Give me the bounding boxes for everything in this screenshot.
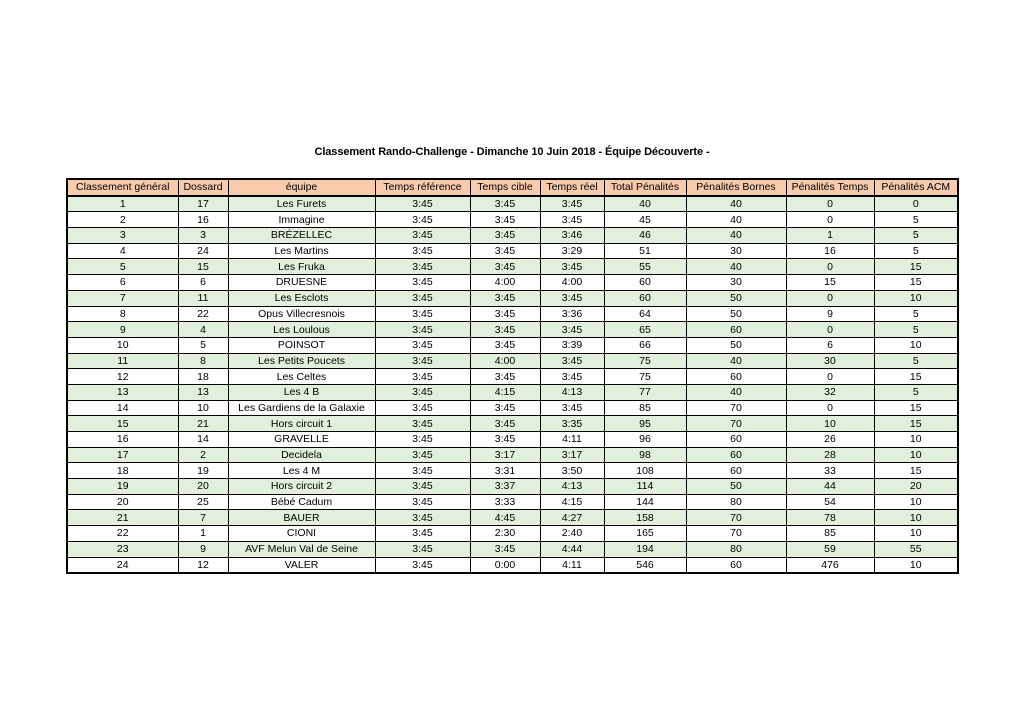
cell-penalites-temps: 0 (786, 290, 874, 306)
document-title: Classement Rando-Challenge - Dimanche 10 Juin 2018 - Équipe Découverte - (314, 146, 710, 158)
cell-penalites-bornes: 40 (686, 212, 786, 228)
cell-dossard: 2 (178, 447, 228, 463)
cell-equipe: Les Celtes (228, 369, 375, 385)
cell-penalites-temps: 85 (786, 526, 874, 542)
cell-total-penalites: 55 (604, 259, 686, 275)
cell-equipe: POINSOT (228, 337, 375, 353)
table-row (67, 526, 958, 542)
cell-penalites-temps: 44 (786, 479, 874, 495)
cell-equipe: Les 4 B (228, 384, 375, 400)
cell-penalites-temps: 33 (786, 463, 874, 479)
cell-temps-reference: 3:45 (375, 243, 470, 259)
cell-classement: 17 (67, 447, 178, 463)
cell-penalites-acm: 10 (874, 447, 958, 463)
cell-temps-cible: 3:17 (470, 447, 540, 463)
cell-dossard: 8 (178, 353, 228, 369)
table-row (67, 353, 958, 369)
cell-equipe: Les Gardiens de la Galaxie (228, 400, 375, 416)
cell-equipe: Les Esclots (228, 290, 375, 306)
cell-total-penalites: 77 (604, 384, 686, 400)
cell-equipe: VALER (228, 557, 375, 573)
cell-penalites-bornes: 30 (686, 275, 786, 291)
cell-temps-reel: 4:11 (540, 557, 604, 573)
cell-total-penalites: 75 (604, 353, 686, 369)
cell-penalites-bornes: 60 (686, 322, 786, 338)
cell-classement: 11 (67, 353, 178, 369)
cell-temps-reel: 3:45 (540, 259, 604, 275)
cell-classement: 21 (67, 510, 178, 526)
cell-penalites-acm: 5 (874, 306, 958, 322)
cell-total-penalites: 60 (604, 275, 686, 291)
cell-temps-reel: 3:45 (540, 212, 604, 228)
cell-temps-reference: 3:45 (375, 463, 470, 479)
cell-temps-cible: 3:45 (470, 306, 540, 322)
cell-dossard: 17 (178, 196, 228, 212)
cell-penalites-temps: 16 (786, 243, 874, 259)
cell-penalites-bornes: 40 (686, 353, 786, 369)
cell-penalites-acm: 15 (874, 275, 958, 291)
cell-dossard: 19 (178, 463, 228, 479)
cell-classement: 12 (67, 369, 178, 385)
cell-temps-cible: 4:15 (470, 384, 540, 400)
table-row (67, 259, 958, 275)
cell-total-penalites: 46 (604, 228, 686, 244)
cell-dossard: 25 (178, 494, 228, 510)
cell-temps-reference: 3:45 (375, 369, 470, 385)
cell-penalites-acm: 10 (874, 337, 958, 353)
cell-temps-reference: 3:45 (375, 259, 470, 275)
cell-dossard: 7 (178, 510, 228, 526)
header-dossard: Dossard (178, 179, 228, 196)
cell-temps-reel: 3:17 (540, 447, 604, 463)
cell-penalites-bornes: 40 (686, 384, 786, 400)
cell-total-penalites: 60 (604, 290, 686, 306)
cell-temps-reference: 3:45 (375, 494, 470, 510)
cell-penalites-acm: 10 (874, 290, 958, 306)
cell-penalites-bornes: 50 (686, 337, 786, 353)
header-penalites-acm: Pénalités ACM (874, 179, 958, 196)
cell-penalites-bornes: 50 (686, 306, 786, 322)
cell-temps-reel: 3:35 (540, 416, 604, 432)
table-row (67, 510, 958, 526)
cell-temps-reference: 3:45 (375, 479, 470, 495)
cell-temps-reel: 4:13 (540, 384, 604, 400)
cell-dossard: 3 (178, 228, 228, 244)
cell-dossard: 11 (178, 290, 228, 306)
cell-total-penalites: 546 (604, 557, 686, 573)
cell-total-penalites: 98 (604, 447, 686, 463)
table-row (67, 416, 958, 432)
cell-penalites-bornes: 60 (686, 432, 786, 448)
header-penalites-bornes: Pénalités Bornes (686, 179, 786, 196)
cell-total-penalites: 66 (604, 337, 686, 353)
cell-penalites-temps: 54 (786, 494, 874, 510)
cell-penalites-temps: 59 (786, 541, 874, 557)
header-temps-cible: Temps cible (470, 179, 540, 196)
cell-penalites-bornes: 50 (686, 479, 786, 495)
cell-temps-reference: 3:45 (375, 228, 470, 244)
cell-total-penalites: 158 (604, 510, 686, 526)
cell-total-penalites: 64 (604, 306, 686, 322)
cell-total-penalites: 165 (604, 526, 686, 542)
cell-temps-reference: 3:45 (375, 212, 470, 228)
cell-temps-cible: 2:30 (470, 526, 540, 542)
cell-total-penalites: 108 (604, 463, 686, 479)
table-row (67, 369, 958, 385)
cell-penalites-acm: 20 (874, 479, 958, 495)
cell-temps-reel: 3:45 (540, 400, 604, 416)
table-header-row (67, 179, 958, 196)
cell-temps-cible: 3:45 (470, 212, 540, 228)
table-row (67, 494, 958, 510)
cell-dossard: 4 (178, 322, 228, 338)
cell-penalites-bornes: 70 (686, 400, 786, 416)
cell-classement: 23 (67, 541, 178, 557)
cell-classement: 5 (67, 259, 178, 275)
cell-penalites-bornes: 30 (686, 243, 786, 259)
cell-temps-cible: 4:00 (470, 353, 540, 369)
cell-penalites-acm: 5 (874, 212, 958, 228)
cell-dossard: 5 (178, 337, 228, 353)
header-equipe: équipe (228, 179, 375, 196)
cell-penalites-acm: 55 (874, 541, 958, 557)
cell-dossard: 6 (178, 275, 228, 291)
cell-penalites-bornes: 70 (686, 526, 786, 542)
cell-penalites-bornes: 70 (686, 510, 786, 526)
cell-temps-reference: 3:45 (375, 400, 470, 416)
cell-temps-reference: 3:45 (375, 526, 470, 542)
cell-equipe: Les Loulous (228, 322, 375, 338)
cell-classement: 14 (67, 400, 178, 416)
cell-temps-reel: 4:44 (540, 541, 604, 557)
table-row (67, 447, 958, 463)
table-row (67, 322, 958, 338)
cell-temps-reference: 3:45 (375, 384, 470, 400)
cell-penalites-temps: 476 (786, 557, 874, 573)
cell-temps-cible: 4:45 (470, 510, 540, 526)
cell-equipe: AVF Melun Val de Seine (228, 541, 375, 557)
cell-classement: 9 (67, 322, 178, 338)
cell-classement: 1 (67, 196, 178, 212)
cell-total-penalites: 194 (604, 541, 686, 557)
cell-temps-reference: 3:45 (375, 275, 470, 291)
table-row (67, 557, 958, 573)
cell-temps-reference: 3:45 (375, 353, 470, 369)
cell-dossard: 22 (178, 306, 228, 322)
cell-temps-reel: 2:40 (540, 526, 604, 542)
cell-penalites-temps: 0 (786, 196, 874, 212)
results-table (66, 178, 959, 574)
cell-penalites-bornes: 80 (686, 541, 786, 557)
cell-penalites-acm: 10 (874, 510, 958, 526)
cell-classement: 13 (67, 384, 178, 400)
cell-total-penalites: 85 (604, 400, 686, 416)
cell-temps-cible: 3:37 (470, 479, 540, 495)
table-row (67, 290, 958, 306)
cell-equipe: Hors circuit 1 (228, 416, 375, 432)
cell-equipe: CIONI (228, 526, 375, 542)
cell-total-penalites: 114 (604, 479, 686, 495)
cell-temps-reel: 4:13 (540, 479, 604, 495)
cell-temps-reel: 3:45 (540, 322, 604, 338)
cell-equipe: Hors circuit 2 (228, 479, 375, 495)
table-row (67, 337, 958, 353)
cell-penalites-acm: 15 (874, 369, 958, 385)
table-row (67, 541, 958, 557)
header-temps-reference: Temps référence (375, 179, 470, 196)
cell-equipe: Immagine (228, 212, 375, 228)
cell-total-penalites: 75 (604, 369, 686, 385)
cell-total-penalites: 96 (604, 432, 686, 448)
cell-temps-cible: 3:45 (470, 541, 540, 557)
cell-penalites-temps: 26 (786, 432, 874, 448)
table-row (67, 212, 958, 228)
table-row (67, 196, 958, 212)
cell-temps-reference: 3:45 (375, 447, 470, 463)
table-body (67, 196, 958, 574)
cell-penalites-bornes: 60 (686, 463, 786, 479)
cell-penalites-bornes: 60 (686, 447, 786, 463)
cell-temps-reference: 3:45 (375, 541, 470, 557)
cell-equipe: BRÉZELLEC (228, 228, 375, 244)
table-row (67, 243, 958, 259)
cell-penalites-acm: 15 (874, 416, 958, 432)
cell-equipe: DRUESNE (228, 275, 375, 291)
cell-temps-cible: 3:45 (470, 337, 540, 353)
cell-temps-reference: 3:45 (375, 322, 470, 338)
cell-penalites-temps: 9 (786, 306, 874, 322)
cell-temps-reel: 3:45 (540, 290, 604, 306)
cell-equipe: Decidela (228, 447, 375, 463)
cell-penalites-temps: 10 (786, 416, 874, 432)
cell-penalites-bornes: 50 (686, 290, 786, 306)
cell-penalites-acm: 5 (874, 322, 958, 338)
cell-penalites-acm: 10 (874, 526, 958, 542)
cell-total-penalites: 95 (604, 416, 686, 432)
cell-penalites-temps: 0 (786, 369, 874, 385)
cell-penalites-temps: 0 (786, 259, 874, 275)
table-row (67, 275, 958, 291)
table-row (67, 432, 958, 448)
cell-dossard: 20 (178, 479, 228, 495)
cell-penalites-temps: 28 (786, 447, 874, 463)
cell-classement: 18 (67, 463, 178, 479)
cell-temps-cible: 4:00 (470, 275, 540, 291)
cell-temps-reel: 3:36 (540, 306, 604, 322)
cell-temps-cible: 3:33 (470, 494, 540, 510)
table-row (67, 384, 958, 400)
cell-penalites-acm: 15 (874, 400, 958, 416)
cell-temps-reference: 3:45 (375, 432, 470, 448)
cell-penalites-temps: 15 (786, 275, 874, 291)
cell-dossard: 16 (178, 212, 228, 228)
cell-total-penalites: 144 (604, 494, 686, 510)
cell-temps-cible: 3:45 (470, 432, 540, 448)
cell-classement: 15 (67, 416, 178, 432)
cell-temps-reel: 3:50 (540, 463, 604, 479)
cell-dossard: 21 (178, 416, 228, 432)
cell-classement: 24 (67, 557, 178, 573)
cell-penalites-acm: 5 (874, 228, 958, 244)
cell-temps-reference: 3:45 (375, 290, 470, 306)
cell-temps-reference: 3:45 (375, 196, 470, 212)
cell-temps-reel: 3:39 (540, 337, 604, 353)
cell-total-penalites: 40 (604, 196, 686, 212)
cell-penalites-bornes: 40 (686, 228, 786, 244)
header-total-penalites: Total Pénalités (604, 179, 686, 196)
cell-penalites-acm: 10 (874, 432, 958, 448)
cell-temps-reel: 3:29 (540, 243, 604, 259)
cell-penalites-acm: 10 (874, 557, 958, 573)
cell-classement: 10 (67, 337, 178, 353)
cell-temps-cible: 3:45 (470, 290, 540, 306)
cell-temps-reel: 3:45 (540, 353, 604, 369)
header-penalites-temps: Pénalités Temps (786, 179, 874, 196)
cell-temps-cible: 3:45 (470, 259, 540, 275)
table-row (67, 228, 958, 244)
cell-equipe: Les Fruka (228, 259, 375, 275)
header-classement-general: Classement général (67, 179, 178, 196)
cell-classement: 7 (67, 290, 178, 306)
cell-classement: 8 (67, 306, 178, 322)
cell-temps-cible: 3:45 (470, 416, 540, 432)
cell-dossard: 18 (178, 369, 228, 385)
cell-total-penalites: 45 (604, 212, 686, 228)
cell-classement: 16 (67, 432, 178, 448)
cell-equipe: Les Furets (228, 196, 375, 212)
cell-equipe: Les Martins (228, 243, 375, 259)
cell-temps-cible: 0:00 (470, 557, 540, 573)
cell-classement: 6 (67, 275, 178, 291)
cell-classement: 20 (67, 494, 178, 510)
cell-penalites-temps: 6 (786, 337, 874, 353)
cell-penalites-bornes: 60 (686, 557, 786, 573)
cell-equipe: Les 4 M (228, 463, 375, 479)
cell-penalites-acm: 15 (874, 259, 958, 275)
cell-penalites-bornes: 80 (686, 494, 786, 510)
cell-penalites-temps: 0 (786, 400, 874, 416)
cell-penalites-acm: 0 (874, 196, 958, 212)
table-row (67, 479, 958, 495)
cell-total-penalites: 65 (604, 322, 686, 338)
cell-temps-cible: 3:45 (470, 369, 540, 385)
cell-temps-reel: 4:15 (540, 494, 604, 510)
cell-penalites-temps: 30 (786, 353, 874, 369)
table-row (67, 463, 958, 479)
cell-temps-reel: 4:00 (540, 275, 604, 291)
cell-temps-cible: 3:45 (470, 322, 540, 338)
cell-classement: 3 (67, 228, 178, 244)
cell-classement: 4 (67, 243, 178, 259)
cell-temps-reference: 3:45 (375, 306, 470, 322)
cell-temps-reference: 3:45 (375, 337, 470, 353)
table-row (67, 306, 958, 322)
table-row (67, 400, 958, 416)
cell-penalites-temps: 1 (786, 228, 874, 244)
cell-temps-cible: 3:45 (470, 196, 540, 212)
cell-temps-reference: 3:45 (375, 510, 470, 526)
cell-temps-cible: 3:45 (470, 228, 540, 244)
cell-total-penalites: 51 (604, 243, 686, 259)
cell-penalites-acm: 5 (874, 243, 958, 259)
cell-dossard: 13 (178, 384, 228, 400)
cell-classement: 22 (67, 526, 178, 542)
cell-penalites-acm: 15 (874, 463, 958, 479)
cell-equipe: BAUER (228, 510, 375, 526)
cell-dossard: 15 (178, 259, 228, 275)
cell-dossard: 1 (178, 526, 228, 542)
cell-penalites-bornes: 40 (686, 196, 786, 212)
cell-penalites-bornes: 60 (686, 369, 786, 385)
header-temps-reel: Temps réel (540, 179, 604, 196)
cell-temps-reel: 4:27 (540, 510, 604, 526)
cell-equipe: Les Petits Poucets (228, 353, 375, 369)
cell-temps-reference: 3:45 (375, 416, 470, 432)
cell-temps-reel: 3:46 (540, 228, 604, 244)
cell-temps-cible: 3:31 (470, 463, 540, 479)
cell-penalites-temps: 78 (786, 510, 874, 526)
cell-temps-reel: 4:11 (540, 432, 604, 448)
cell-dossard: 9 (178, 541, 228, 557)
cell-penalites-temps: 0 (786, 212, 874, 228)
cell-penalites-bornes: 70 (686, 416, 786, 432)
cell-penalites-acm: 5 (874, 353, 958, 369)
cell-penalites-temps: 32 (786, 384, 874, 400)
cell-equipe: GRAVELLE (228, 432, 375, 448)
cell-penalites-acm: 5 (874, 384, 958, 400)
cell-temps-reel: 3:45 (540, 369, 604, 385)
cell-dossard: 10 (178, 400, 228, 416)
cell-temps-reel: 3:45 (540, 196, 604, 212)
cell-penalites-temps: 0 (786, 322, 874, 338)
cell-equipe: Bébé Cadum (228, 494, 375, 510)
cell-penalites-bornes: 40 (686, 259, 786, 275)
cell-penalites-acm: 10 (874, 494, 958, 510)
cell-classement: 19 (67, 479, 178, 495)
cell-temps-cible: 3:45 (470, 243, 540, 259)
cell-classement: 2 (67, 212, 178, 228)
cell-dossard: 12 (178, 557, 228, 573)
cell-temps-cible: 3:45 (470, 400, 540, 416)
cell-temps-reference: 3:45 (375, 557, 470, 573)
cell-dossard: 14 (178, 432, 228, 448)
cell-equipe: Opus Villecresnois (228, 306, 375, 322)
cell-dossard: 24 (178, 243, 228, 259)
